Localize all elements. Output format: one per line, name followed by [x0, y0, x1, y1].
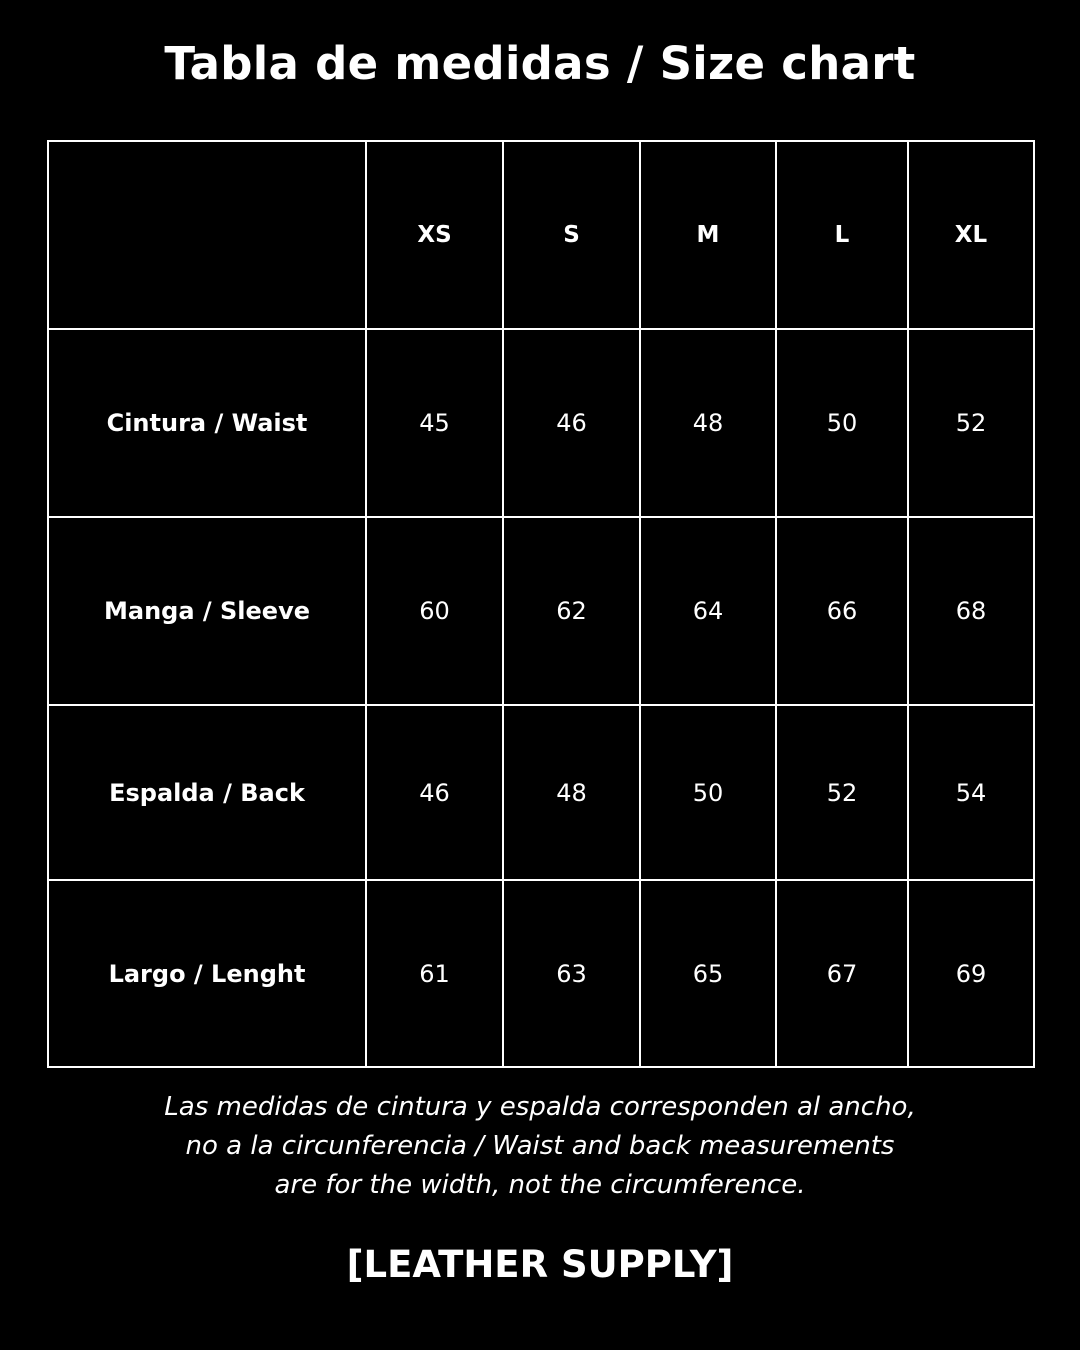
value-cell: 69 — [908, 880, 1034, 1067]
value-cell: 46 — [503, 329, 640, 517]
measurement-note — [0, 1088, 1080, 1205]
table-row-back — [48, 705, 1034, 880]
value-cell: 65 — [640, 880, 776, 1067]
value-cell: 46 — [366, 705, 503, 880]
note-line: are for the width, not the circumference. — [274, 1170, 806, 1200]
page-title: Tabla de medidas / Size chart — [164, 37, 916, 90]
size-header-l: L — [776, 141, 908, 329]
value-cell: 45 — [366, 329, 503, 517]
size-header-xl: XL — [908, 141, 1034, 329]
value-cell: 50 — [776, 329, 908, 517]
row-label-back: Espalda / Back — [48, 705, 366, 880]
size-header-xs: XS — [366, 141, 503, 329]
table-row-sleeve — [48, 517, 1034, 705]
note-line: Las medidas de cintura y espalda corresponden al ancho, — [164, 1092, 916, 1122]
row-label-sleeve: Manga / Sleeve — [48, 517, 366, 705]
note-line: no a la circunferencia / Waist and back measurements — [185, 1131, 895, 1161]
value-cell: 54 — [908, 705, 1034, 880]
value-cell: 60 — [366, 517, 503, 705]
value-cell: 52 — [776, 705, 908, 880]
row-label-length: Largo / Lenght — [48, 880, 366, 1067]
value-cell: 68 — [908, 517, 1034, 705]
value-cell: 67 — [776, 880, 908, 1067]
value-cell: 66 — [776, 517, 908, 705]
value-cell: 50 — [640, 705, 776, 880]
value-cell: 52 — [908, 329, 1034, 517]
value-cell: 48 — [503, 705, 640, 880]
value-cell: 64 — [640, 517, 776, 705]
row-label-waist: Cintura / Waist — [48, 329, 366, 517]
brand-name: [LEATHER SUPPLY] — [346, 1243, 734, 1286]
size-header-m: M — [640, 141, 776, 329]
table-row-length — [48, 880, 1034, 1067]
value-cell: 61 — [366, 880, 503, 1067]
size-header-s: S — [503, 141, 640, 329]
value-cell: 48 — [640, 329, 776, 517]
table-header-row — [48, 141, 1034, 329]
table-row-waist — [48, 329, 1034, 517]
table-corner-cell — [48, 141, 366, 329]
size-chart-table — [47, 140, 1035, 1068]
value-cell: 62 — [503, 517, 640, 705]
value-cell: 63 — [503, 880, 640, 1067]
